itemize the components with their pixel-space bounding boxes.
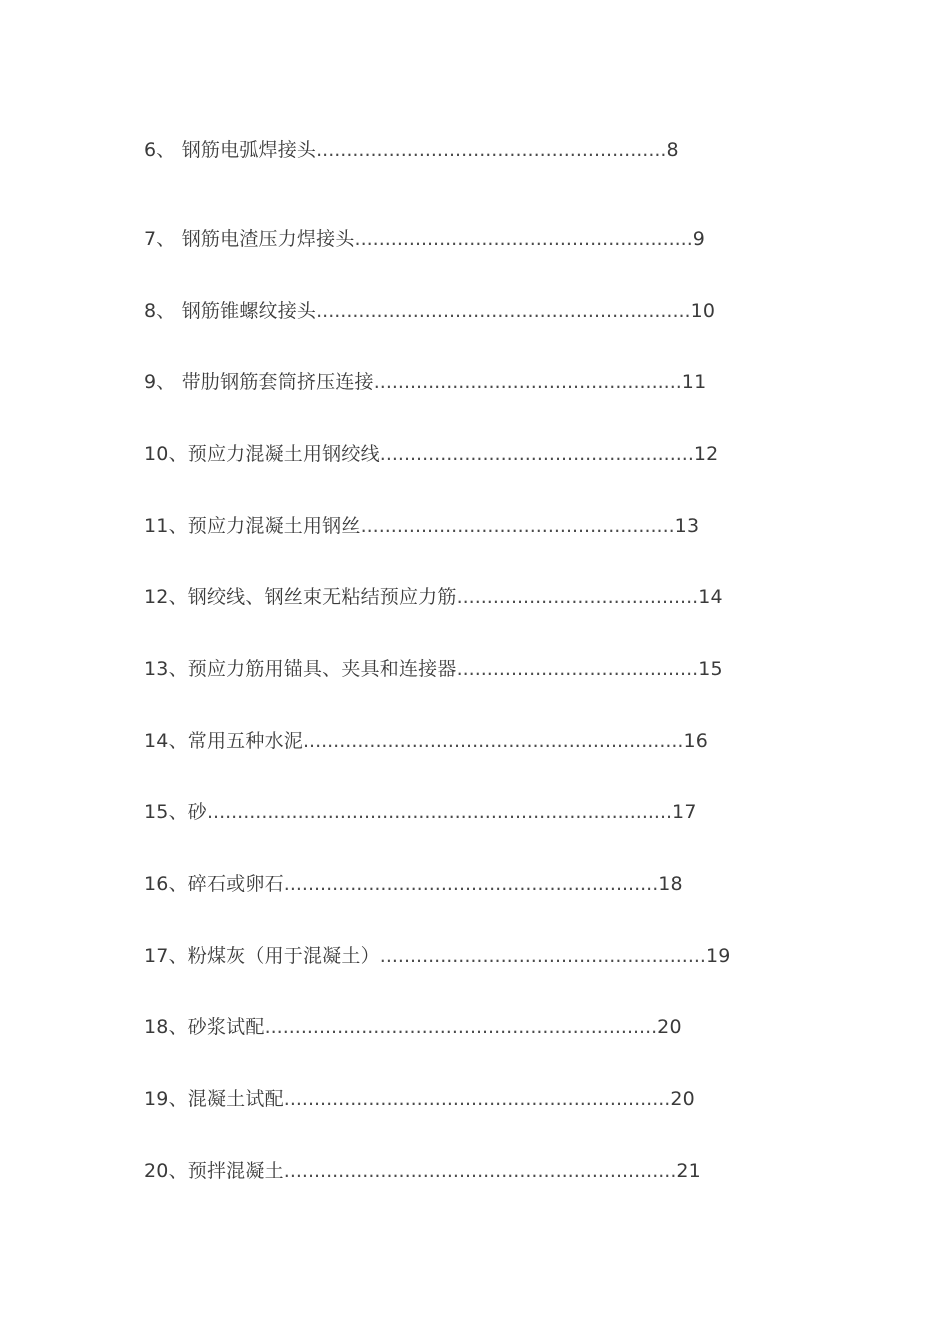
toc-entry[interactable] xyxy=(144,299,715,323)
toc-entry[interactable] xyxy=(144,227,705,251)
toc-entry[interactable] xyxy=(144,944,731,968)
toc-entry-title: 预应力混凝土用钢绞线 xyxy=(187,443,380,465)
toc-page-number: 17 xyxy=(672,801,697,823)
toc-entry-title: 带肋钢筋套筒挤压连接 xyxy=(181,371,374,393)
toc-entry-number: 14、 xyxy=(144,730,188,752)
toc-entry[interactable] xyxy=(144,1015,682,1039)
toc-entry-number: 11、 xyxy=(144,515,188,537)
toc-dot-leader: ................................................................. xyxy=(264,1016,658,1038)
toc-entry-number: 19、 xyxy=(144,1088,188,1110)
toc-entry-number: 13、 xyxy=(144,658,188,680)
toc-dot-leader: ............................................................... xyxy=(302,730,684,752)
toc-entry[interactable] xyxy=(144,370,706,394)
toc-entry-title: 砂 xyxy=(187,801,207,823)
toc-entry[interactable] xyxy=(144,800,697,824)
toc-page-number: 21 xyxy=(676,1160,701,1182)
toc-entry-number: 17、 xyxy=(144,945,188,967)
toc-dot-leader: .............................................................. xyxy=(316,300,691,322)
toc-dot-leader: .................................................... xyxy=(379,443,694,465)
toc-page-number: 16 xyxy=(683,730,709,752)
toc-entry-title: 钢筋电弧焊接头 xyxy=(181,139,317,161)
toc-entry-number: 8、 xyxy=(144,300,182,322)
toc-entry[interactable] xyxy=(144,585,723,609)
toc-entry[interactable] xyxy=(144,514,699,538)
toc-page-number: 15 xyxy=(698,658,723,680)
toc-page-number: 18 xyxy=(658,873,683,895)
toc-entry-title: 砂浆试配 xyxy=(187,1016,265,1038)
toc-entry[interactable] xyxy=(144,138,679,162)
toc-entry[interactable] xyxy=(144,442,718,466)
toc-entry-number: 12、 xyxy=(144,586,188,608)
toc-entry-title: 常用五种水泥 xyxy=(187,730,303,752)
toc-entry-title: 混凝土试配 xyxy=(187,1088,284,1110)
toc-entry[interactable] xyxy=(144,872,683,896)
toc-dot-leader: ........................................................ xyxy=(354,228,693,250)
toc-entry-title: 预应力筋用锚具、夹具和连接器 xyxy=(187,658,457,680)
toc-entry-title: 钢筋锥螺纹接头 xyxy=(181,300,317,322)
toc-entry-number: 9、 xyxy=(144,371,182,393)
toc-page-number: 14 xyxy=(698,586,723,608)
toc-dot-leader: ...................................................... xyxy=(379,945,706,967)
toc-page-number: 13 xyxy=(674,515,700,537)
toc-entry[interactable] xyxy=(144,657,723,681)
toc-entry[interactable] xyxy=(144,1159,701,1183)
toc-entry-title: 钢绞线、钢丝束无粘结预应力筋 xyxy=(187,586,457,608)
toc-page-number: 20 xyxy=(670,1088,695,1110)
toc-page-number: 12 xyxy=(693,443,719,465)
toc-page-number: 9 xyxy=(692,228,706,250)
toc-entry-number: 15、 xyxy=(144,801,188,823)
toc-dot-leader: ............................................................................. xyxy=(206,801,673,823)
toc-entry-title: 钢筋电渣压力焊接头 xyxy=(181,228,355,250)
toc-entry-title: 粉煤灰（用于混凝土） xyxy=(187,945,380,967)
toc-entry-number: 16、 xyxy=(144,873,188,895)
toc-entry-title: 预应力混凝土用钢丝 xyxy=(187,515,361,537)
toc-dot-leader: .............................................................. xyxy=(283,873,659,895)
toc-dot-leader: .................................................... xyxy=(360,515,675,537)
toc-entry[interactable] xyxy=(144,729,708,753)
toc-dot-leader: ................................................................. xyxy=(283,1160,677,1182)
toc-entry-title: 碎石或卵石 xyxy=(187,873,284,895)
toc-dot-leader: ........................................ xyxy=(456,586,699,608)
toc-page-number: 10 xyxy=(690,300,716,322)
toc-entry-number: 7、 xyxy=(144,228,182,250)
toc-entry-number: 6、 xyxy=(144,139,182,161)
toc-dot-leader: .......................................................... xyxy=(316,139,667,161)
toc-entry[interactable] xyxy=(144,1087,695,1111)
toc-page-number: 8 xyxy=(666,139,679,161)
toc-entry-number: 10、 xyxy=(144,443,188,465)
toc-entry-number: 20、 xyxy=(144,1160,188,1182)
toc-dot-leader: ........................................ xyxy=(456,658,699,680)
toc-page-number: 11 xyxy=(681,371,707,393)
toc-page-number: 19 xyxy=(705,945,731,967)
toc-dot-leader: ................................................... xyxy=(373,371,682,393)
toc-entry-number: 18、 xyxy=(144,1016,188,1038)
toc-entry-title: 预拌混凝土 xyxy=(187,1160,284,1182)
toc-page-number: 20 xyxy=(657,1016,682,1038)
toc-dot-leader: ................................................................ xyxy=(283,1088,671,1110)
